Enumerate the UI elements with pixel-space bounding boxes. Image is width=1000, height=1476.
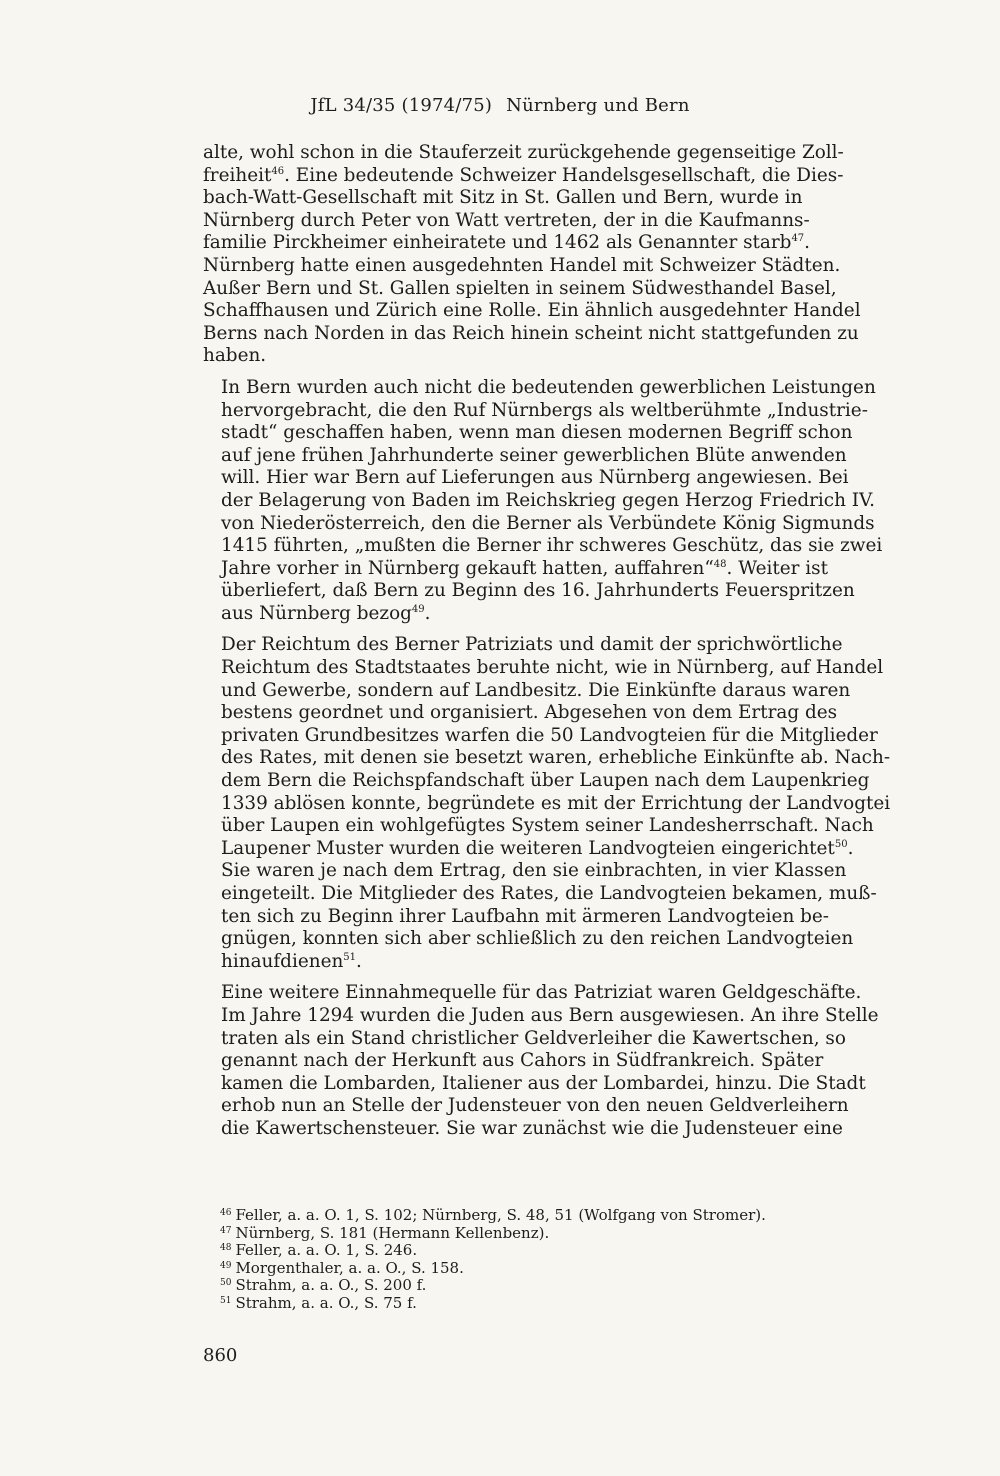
line-text: gnügen, konnten sich aber schließlich zu den reichen Landvogteien bbox=[221, 928, 854, 950]
text-line bbox=[203, 322, 859, 346]
footnote-number: 50 bbox=[220, 1278, 232, 1288]
footnote bbox=[220, 1206, 766, 1225]
line-text: bestens geordnet und organisiert. Abgesehen von dem Ertrag des bbox=[221, 702, 838, 724]
line-text: traten als ein Stand christlicher Geldverleiher die Kawertschen, so bbox=[221, 1027, 846, 1049]
line-text: Der Reichtum des Berner Patriziats und damit der sprichwörtliche bbox=[221, 634, 843, 656]
line-text: Im Jahre 1294 wurden die Juden aus Bern ausgewiesen. An ihre Stelle bbox=[221, 1004, 879, 1026]
line-text: dem Bern die Reichspfandschaft über Laupen nach dem Laupenkrieg bbox=[221, 770, 870, 792]
footnote bbox=[220, 1295, 760, 1313]
paragraph bbox=[203, 142, 861, 368]
text-line bbox=[203, 815, 874, 838]
footnote bbox=[220, 1277, 760, 1295]
footnote-text: Feller, a. a. O. 1, S. 246. bbox=[235, 1241, 418, 1259]
text-line bbox=[203, 467, 849, 490]
text-line bbox=[203, 702, 838, 725]
line-text: ten sich zu Beginn ihrer Laufbahn mit ärmeren Landvogteien be- bbox=[221, 905, 830, 927]
line-text: von Niederösterreich, den die Berner als Verbündete König Sigmunds bbox=[221, 512, 875, 534]
line-text-after: . bbox=[847, 837, 854, 859]
line-text: kamen die Lombarden, Italiener aus der Lombardei, hinzu. Die Stadt bbox=[221, 1072, 866, 1094]
line-text: familie Pirckheimer einheiratete und 1462 als Genannter starb bbox=[203, 232, 792, 254]
line-text: stadt“ geschaffen haben, wenn man diesen modernen Begriff schon bbox=[221, 422, 853, 444]
footnote-number: 46 bbox=[220, 1208, 232, 1218]
line-text-after: . bbox=[804, 232, 811, 254]
text-line bbox=[203, 489, 875, 513]
footnote-text: Nürnberg, S. 181 (Hermann Kellenbenz). bbox=[235, 1223, 550, 1242]
text-line bbox=[203, 345, 753, 368]
text-line bbox=[203, 300, 861, 323]
line-text: überliefert, daß Bern zu Beginn des 16. Jahrhunderts Feuerspritzen bbox=[221, 580, 855, 602]
article-title: Nürnberg und Bern bbox=[506, 95, 690, 116]
line-text: In Bern wurden auch nicht die bedeutenden gewerblichen Leistungen bbox=[221, 376, 876, 398]
line-text: Jahre vorher in Nürnberg gekauft hatten, auffahren“ bbox=[221, 557, 714, 579]
text-line bbox=[203, 1027, 846, 1051]
footnote bbox=[220, 1260, 760, 1278]
line-text: auf jene frühen Jahrhunderte seiner gewerblichen Blüte anwenden bbox=[221, 444, 847, 466]
line-text: hervorgebracht, die den Ruf Nürnbergs als weltberühmte „Industrie- bbox=[221, 399, 868, 421]
footnote-ref[interactable]: 51 bbox=[343, 951, 357, 963]
footnote-ref[interactable]: 50 bbox=[834, 838, 848, 850]
footnote-text: Strahm, a. a. O., S. 75 f. bbox=[235, 1293, 417, 1312]
line-text: 1339 ablösen konnte, begründete es mit der Errichtung der Landvogtei bbox=[221, 792, 891, 814]
line-text: Eine weitere Einnahmequelle für das Patriziat waren Geldgeschäfte. bbox=[221, 982, 862, 1004]
line-text: Schaffhausen und Zürich eine Rolle. Ein ähnlich ausgedehnter Handel bbox=[203, 300, 861, 322]
footnote-ref[interactable]: 47 bbox=[791, 233, 805, 245]
line-text: Sie waren je nach dem Ertrag, den sie einbrachten, in vier Klassen bbox=[221, 860, 847, 882]
text-line bbox=[203, 905, 830, 929]
line-text: bach-Watt-Gesellschaft mit Sitz in St. Gallen und Bern, wurde in bbox=[203, 187, 803, 209]
text-line bbox=[203, 951, 753, 974]
footnotes bbox=[220, 1206, 766, 1312]
footnote-number: 47 bbox=[220, 1225, 232, 1236]
line-text: hinaufdienen bbox=[221, 950, 344, 972]
footnote-text: Morgenthaler, a. a. O., S. 158. bbox=[235, 1258, 464, 1277]
footnote bbox=[220, 1225, 760, 1243]
text-line bbox=[203, 792, 891, 816]
footnote-ref[interactable]: 48 bbox=[713, 558, 727, 570]
line-text-after: . bbox=[356, 950, 362, 972]
text-line bbox=[203, 657, 884, 680]
line-text: Berns nach Norden in das Reich hinein scheint nicht stattgefunden zu bbox=[203, 322, 859, 344]
footnote bbox=[220, 1242, 760, 1260]
line-text: genannt nach der Herkunft aus Cahors in Südfrankreich. Später bbox=[221, 1050, 824, 1072]
body-text bbox=[203, 142, 891, 1150]
line-text-after: . Weiter ist bbox=[726, 557, 829, 579]
line-text: die Kawertschensteuer. Sie war zunächst wie die Judensteuer eine bbox=[221, 1117, 843, 1139]
line-text-after: . bbox=[424, 602, 431, 624]
footnote-number: 48 bbox=[220, 1243, 232, 1253]
line-text: will. Hier war Bern auf Lieferungen aus Nürnberg angewiesen. Bei bbox=[221, 467, 849, 489]
footnote-number: 49 bbox=[220, 1260, 232, 1271]
line-text: Nürnberg durch Peter von Watt vertreten, der in die Kaufmanns- bbox=[203, 209, 810, 231]
text-line bbox=[203, 1095, 849, 1118]
footnote-number: 51 bbox=[220, 1295, 232, 1306]
text-line bbox=[203, 444, 847, 468]
journal-citation: JfL 34/35 (1974/75) bbox=[310, 95, 493, 116]
line-text: Außer Bern und St. Gallen spielten in seinem Südwesthandel Basel, bbox=[203, 277, 837, 299]
text-line bbox=[203, 376, 876, 400]
text-line bbox=[203, 860, 847, 883]
line-text: Nürnberg hatte einen ausgedehnten Handel mit Schweizer Städten. bbox=[203, 254, 841, 276]
running-header bbox=[0, 95, 1000, 116]
line-text: über Laupen ein wohlgefügtes System seiner Landesherrschaft. Nach bbox=[221, 815, 874, 837]
line-text: haben. bbox=[203, 345, 267, 367]
text-line bbox=[203, 928, 854, 951]
footnote-ref[interactable]: 46 bbox=[271, 165, 285, 177]
footnote-text: Strahm, a. a. O., S. 200 f. bbox=[235, 1276, 427, 1294]
text-line bbox=[203, 164, 844, 188]
line-text: aus Nürnberg bezog bbox=[221, 602, 412, 624]
line-text: privaten Grundbesitzes warfen die 50 Landvogteien für die Mitglieder bbox=[221, 724, 878, 746]
text-line bbox=[203, 232, 811, 255]
paragraph bbox=[203, 376, 883, 626]
footnote-text: Feller, a. a. O. 1, S. 102; Nürnberg, S. 48, 51 (Wolfgang von Stromer). bbox=[235, 1206, 766, 1224]
line-text-after: . Eine bedeutende Schweizer Handelsgesellschaft, die Dies- bbox=[284, 164, 844, 186]
text-line bbox=[203, 557, 829, 581]
text-line bbox=[203, 535, 883, 558]
text-line bbox=[203, 747, 891, 770]
line-text: freiheit bbox=[203, 164, 272, 186]
text-line bbox=[203, 187, 803, 210]
line-text: eingeteilt. Die Mitglieder des Rates, die Landvogteien bekamen, muß- bbox=[221, 883, 877, 904]
text-line bbox=[203, 770, 870, 793]
text-line bbox=[203, 634, 843, 657]
text-line bbox=[203, 254, 841, 278]
text-line bbox=[203, 603, 753, 626]
text-line bbox=[203, 883, 877, 906]
text-line bbox=[203, 142, 844, 165]
text-line bbox=[203, 399, 868, 423]
text-line bbox=[203, 1004, 879, 1028]
line-text: alte, wohl schon in die Stauferzeit zurückgehende gegenseitige Zoll- bbox=[203, 142, 844, 163]
line-text: des Rates, mit denen sie besetzt waren, erhebliche Einkünfte ab. Nach- bbox=[221, 747, 891, 769]
text-line bbox=[203, 277, 837, 301]
text-line bbox=[203, 512, 875, 536]
text-line bbox=[203, 580, 855, 603]
text-line bbox=[203, 982, 862, 1005]
page-number: 860 bbox=[203, 1345, 238, 1366]
text-line bbox=[203, 724, 878, 748]
text-line bbox=[203, 1050, 824, 1073]
line-text: und Gewerbe, sondern auf Landbesitz. Die Einkünfte daraus waren bbox=[221, 679, 851, 701]
text-line bbox=[203, 1117, 843, 1141]
paragraph bbox=[203, 982, 879, 1140]
text-line bbox=[203, 679, 851, 703]
line-text: der Belagerung von Baden im Reichskrieg gegen Herzog Friedrich IV. bbox=[221, 489, 875, 511]
text-line bbox=[203, 1072, 866, 1096]
text-line bbox=[203, 837, 854, 861]
footnote-ref[interactable]: 49 bbox=[411, 603, 425, 615]
line-text: 1415 führten, „mußten die Berner ihr schweres Geschütz, das sie zwei bbox=[221, 535, 883, 557]
text-line bbox=[203, 209, 810, 233]
text-line bbox=[203, 422, 853, 445]
line-text: erhob nun an Stelle der Judensteuer von den neuen Geldverleihern bbox=[221, 1095, 849, 1117]
paragraph bbox=[203, 634, 891, 973]
line-text: Reichtum des Stadtstaates beruhte nicht, wie in Nürnberg, auf Handel bbox=[221, 657, 884, 679]
line-text: Laupener Muster wurden die weiteren Landvogteien eingerichtet bbox=[221, 837, 835, 859]
